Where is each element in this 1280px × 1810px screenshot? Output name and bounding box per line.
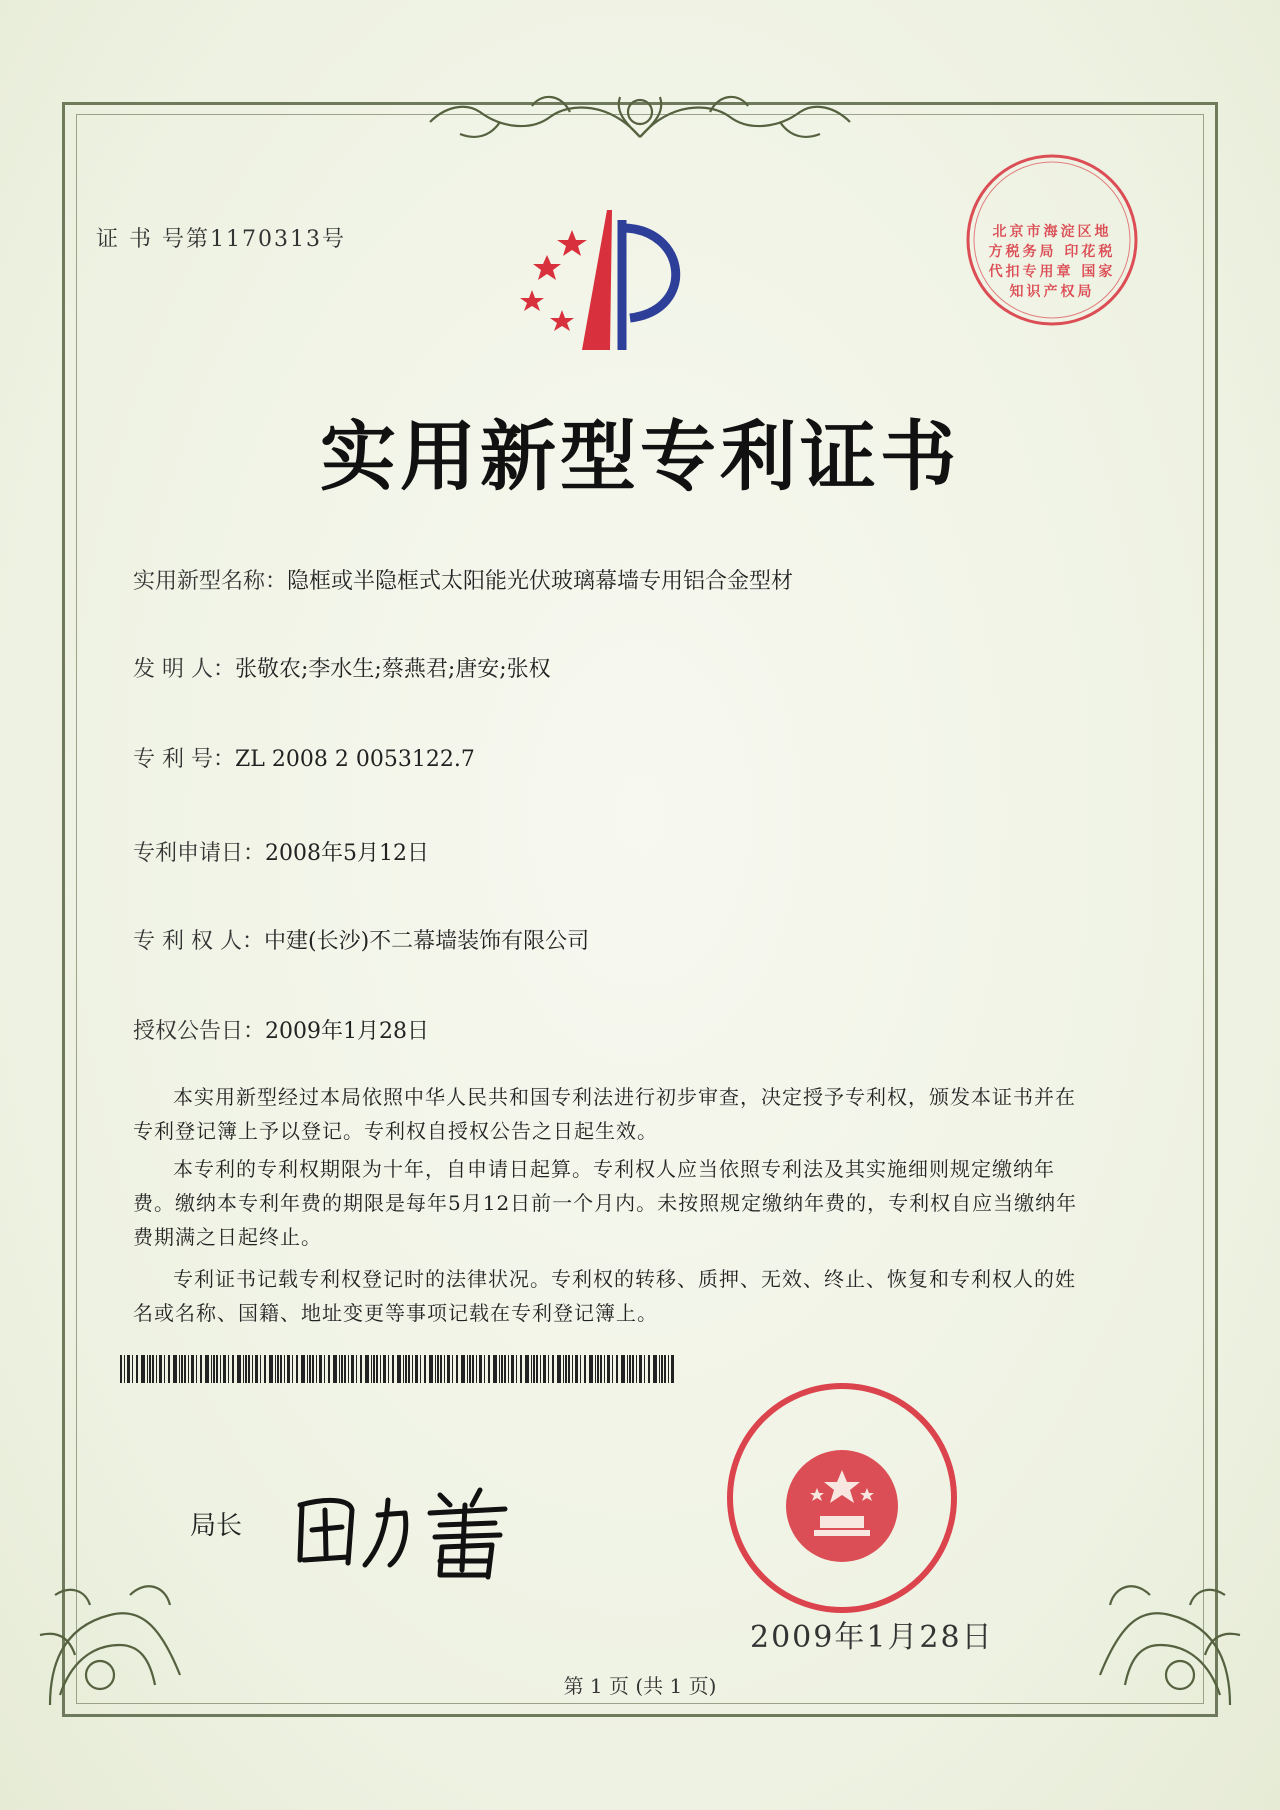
field-value: 张敬农;李水生;蔡燕君;唐安;张权 (235, 657, 551, 682)
certificate-number: 证 书 号第1170313号 (96, 227, 346, 252)
field-label: 发 明 人： (133, 657, 235, 682)
field-label: 专 利 权 人： (133, 929, 264, 954)
field-value: ZL 2008 2 0053122.7 (235, 747, 475, 772)
field-utility-model-name (133, 564, 793, 595)
field-patent-number (133, 742, 475, 773)
field-patentee (133, 924, 589, 955)
field-value: 2009年1月28日 (265, 1019, 429, 1044)
field-value: 中建(长沙)不二幕墙装饰有限公司 (263, 929, 590, 954)
field-value: 2008年5月12日 (265, 841, 429, 866)
official-seal-icon (722, 1378, 962, 1618)
field-inventors (133, 652, 551, 683)
field-grant-date (133, 1014, 429, 1045)
director-signature-icon (290, 1475, 530, 1585)
paragraph-term: 本专利的专利权期限为十年，自申请日起算。专利权人应当依照专利法及其实施细则规定缴纳年费。缴纳本专利年费的期限是每年5月12日前一个月内。未按照规定缴纳年费的，专利权自应当缴纳年费期满之日起终止。 (133, 1157, 1078, 1249)
field-label: 实用新型名称： (133, 569, 288, 594)
director-title: 局长 (190, 1511, 243, 1541)
field-label: 授权公告日： (133, 1019, 266, 1044)
top-ornament-icon (420, 82, 860, 152)
field-application-date (133, 836, 429, 867)
field-label: 专利申请日： (133, 841, 266, 866)
paragraph-legal-status: 专利证书记载专利权登记时的法律状况。专利权的转移、质押、无效、终止、恢复和专利权人的姓名或名称、国籍、地址变更等事项记载在专利登记簿上。 (133, 1267, 1076, 1325)
tax-stamp-text: 北京市海淀区地方税务局 印花税 代扣专用章 国家知识产权局 (988, 224, 1116, 300)
field-label: 专 利 号： (133, 747, 235, 772)
sipo-logo-icon (512, 200, 712, 360)
paragraph-grant: 本实用新型经过本局依照中华人民共和国专利法进行初步审查，决定授予专利权，颁发本证书并在专利登记簿上予以登记。专利权自授权公告之日起生效。 (133, 1085, 1076, 1143)
page-number: 第 1 页 (共 1 页) (563, 1674, 717, 1698)
barcode-icon (120, 1355, 680, 1383)
certificate-title: 实用新型专利证书 (320, 412, 960, 501)
seal-date: 2009年1月28日 (750, 1620, 994, 1655)
field-value: 隐框或半隐框式太阳能光伏玻璃幕墙专用铝合金型材 (287, 569, 794, 594)
